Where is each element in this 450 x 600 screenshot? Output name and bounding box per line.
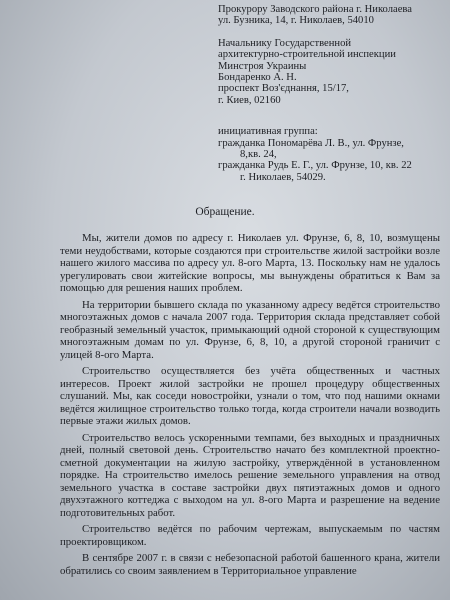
recipient-line: Прокурору Заводского района г. Николаева [218, 4, 412, 15]
address-block [218, 4, 448, 183]
paragraph: В сентябре 2007 г. в связи с небезопасной работой башенного крана, жители обратились со своим заявлением в Территориальное управление [60, 552, 440, 577]
paragraph: На территории бывшего склада по указанному адресу ведётся строительство многоэтажных домов с начала 2007 года. Территория склада представляет собой геобразный земельный участок, примыкающий одной стороной к существующим многоэтажным домам по ул. Фрунзе, 6, 8, 10, а другой стороной граничит с улицей 8-ого Марта. [60, 298, 440, 361]
paragraph: Строительство осуществляется без учёта общественных и частных интересов. Проект жилой застройки не прошел процедуру общественных слушаний. Мы, как соседи новостройки, узнали о том, что под нашими окнами ведётся жилищное строительство только тогда, когда строители начали возводить первые этажи жилых домов. [60, 365, 440, 427]
paragraph: Строительство ведётся по рабочим чертежам, выпускаемым по частям проектировщиком. [60, 523, 440, 548]
paragraph: Строительство велось ускоренными темпами, без выходных и праздничных дней, полный световой день. Строительство начато без комплектной проектно-сметной документации на жилую застройку, утверждённой в установленном порядке. На строительство имелось решение земельного управления на отвод земельного участка в составе застройки двух пятиэтажных домов и одного двухэтажного коттеджа с выходом на ул. 8-ого Марта и разрешение на ведение подготовительных работ. [60, 431, 440, 519]
recipient-line: архитектурно-строительной инспекции [218, 49, 396, 61]
sender-line: г. Николаев, 54029. [240, 171, 326, 183]
recipient-line: Начальнику Государственной [218, 37, 352, 49]
document-title: Обращение. [195, 206, 255, 218]
paragraph: Мы, жители домов по адресу г. Николаев ул. Фрунзе, 6, 8, 10, возмущены теми неудобствами, которые создаются при строительстве жилой застройки возле нашего жилого массива по адресу ул. 8-ого Марта, 13. Поскольку нам не удалось урегулировать свои житейские вопросы, мы вынуждены обратиться к Вам за помощью для решения наших проблем. [60, 232, 440, 294]
recipient-line: Минстроя Украины [218, 60, 307, 72]
sender-line: инициативная группа: [218, 126, 318, 138]
sender-line: гражданка Рудь Е. Г., ул. Фрунзе, 10, кв. 22 [218, 160, 412, 172]
recipient-line: проспект Воз'єднання, 15/17, [218, 83, 349, 95]
recipient-line: Бондаренко А. Н. [218, 72, 297, 84]
sender-line: гражданка Пономарёва Л. В., ул. Фрунзе, [218, 137, 404, 149]
spacer [218, 27, 448, 38]
spacer [218, 106, 448, 126]
recipient-line: г. Киев, 02160 [218, 94, 281, 106]
recipient-line: ул. Бузника, 14, г. Николаев, 54010 [218, 15, 374, 27]
document-body [60, 232, 440, 581]
sender-line: 8,кв. 24, [240, 149, 277, 161]
